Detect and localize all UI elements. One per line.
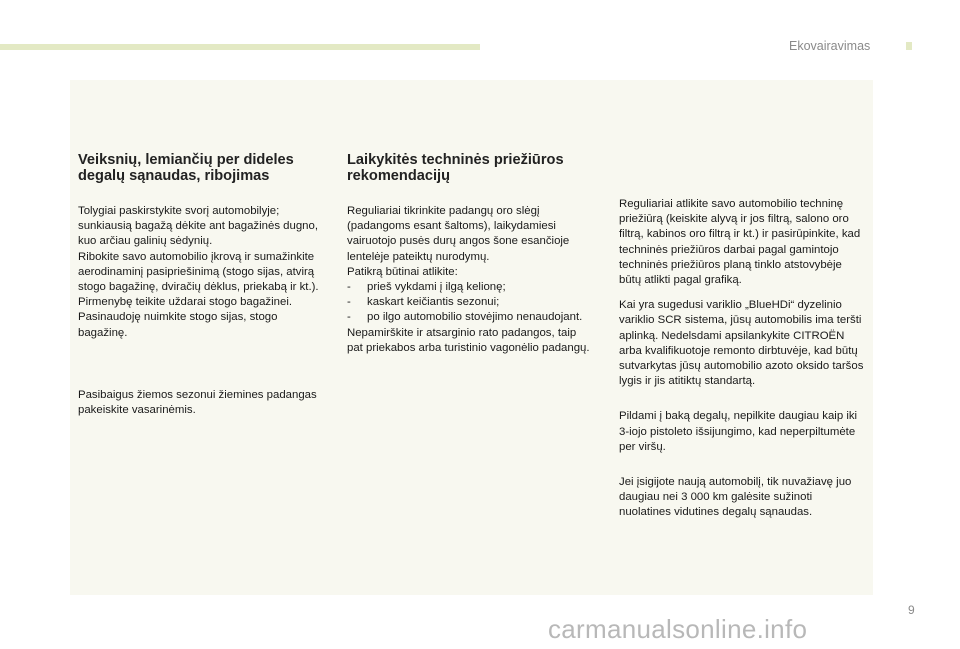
paragraph-check-when: Patikrą būtinai atlikite: (347, 265, 458, 278)
column-maintenance (347, 152, 592, 356)
paragraph-weight: Tolygiai paskirstykite svorį automobilyje; sunkiausią bagažą dėkite ant bagažinės dugno, kuo arčiau galinių sėdynių. (78, 205, 319, 248)
paragraph-roof-bars: Pasinaudoję nuimkite stogo sijas, stogo bagažinę. (78, 311, 278, 339)
page-number: 9 (908, 603, 915, 617)
paragraph-service-schedule: Reguliariai atlikite savo automobilio techninę priežiūrą (keiskite alyvą ir jos filtrą, salono oro filtrą, kabinos oro filtrą ir kt.) ir pasirūpinkite, kad techninės priežiūros darbai pagal gamintojo techninės priežiūros planą tinklo atstovybėje būtų atlikti pagal grafiką. (619, 198, 861, 287)
list-item-text: prieš vykdami į ilgą kelionę; (367, 281, 506, 294)
heading-maintenance: Laikykitės techninės priežiūros rekomendacijų (347, 152, 564, 184)
list-item (347, 310, 592, 325)
paragraph-scr-system: Kai yra sugedusi variklio „BlueHDi“ dyzelinio variklio SCR sistema, jūsų automobilis ima teršti aplinką. Nedelsdami apsilankykite CITROËN arba kvalifikuotoje remonto dirbtuvėje, kad būtų sutvarkytas jūsų automobilio azoto oksido taršos lygis ir jis atitiktų standartą. (619, 299, 864, 388)
list-item (347, 280, 592, 295)
list-item-text: po ilgo automobilio stovėjimo nenaudojant. (367, 311, 583, 324)
section-marker (906, 42, 912, 50)
list-item-text: kaskart keičiantis sezonui; (367, 296, 500, 309)
header-accent-bar (0, 44, 480, 50)
list-dash: - (347, 296, 351, 309)
column-service (619, 197, 864, 521)
watermark: carmanualsonline.info (548, 614, 808, 644)
list-dash: - (347, 281, 351, 294)
section-title: Ekovairavimas (789, 39, 871, 53)
heading-reduce-consumption: Veiksnių, lemiančių per dideles degalų sąnaudas, ribojimas (78, 152, 294, 184)
paragraph-winter-tyres: Pasibaigus žiemos sezonui žiemines padangas pakeiskite vasarinėmis. (78, 388, 317, 417)
paragraph-spare-tyre: Nepamirškite ir atsarginio rato padangos, taip pat priekabos arba turistinio vagonėlio padangų. (347, 326, 590, 354)
paragraph-load: Ribokite savo automobilio įkrovą ir sumažinkite aerodinaminį pasipriešinimą (stogo sijas, atvirą stogo bagažinę, dviračių dėklus, priekabą ir kt.). Pirmenybę teikite uždarai stogo bagažinei. (78, 250, 319, 309)
column-reduce-consumption (78, 152, 323, 418)
paragraph-tyre-pressure: Reguliariai tikrinkite padangų oro slėgį (padangoms esant šaltoms), laikydamiesi vairuotojo pusės durų angos šone esančioje lentelėje pateiktų nurodymų. (347, 205, 570, 263)
paragraph-refuelling: Pildami į baką degalų, nepilkite daugiau kaip iki 3-iojo pistoleto išsijungimo, kad neperpiltumėte per viršų. (619, 410, 858, 453)
paragraph-new-vehicle: Jei įsigijote naują automobilį, tik nuvažiavę juo daugiau nei 3 000 km galėsite sužinoti nuolatines vidutines degalų sąnaudas. (619, 476, 852, 519)
list-item (347, 295, 592, 310)
list-dash: - (347, 311, 351, 324)
